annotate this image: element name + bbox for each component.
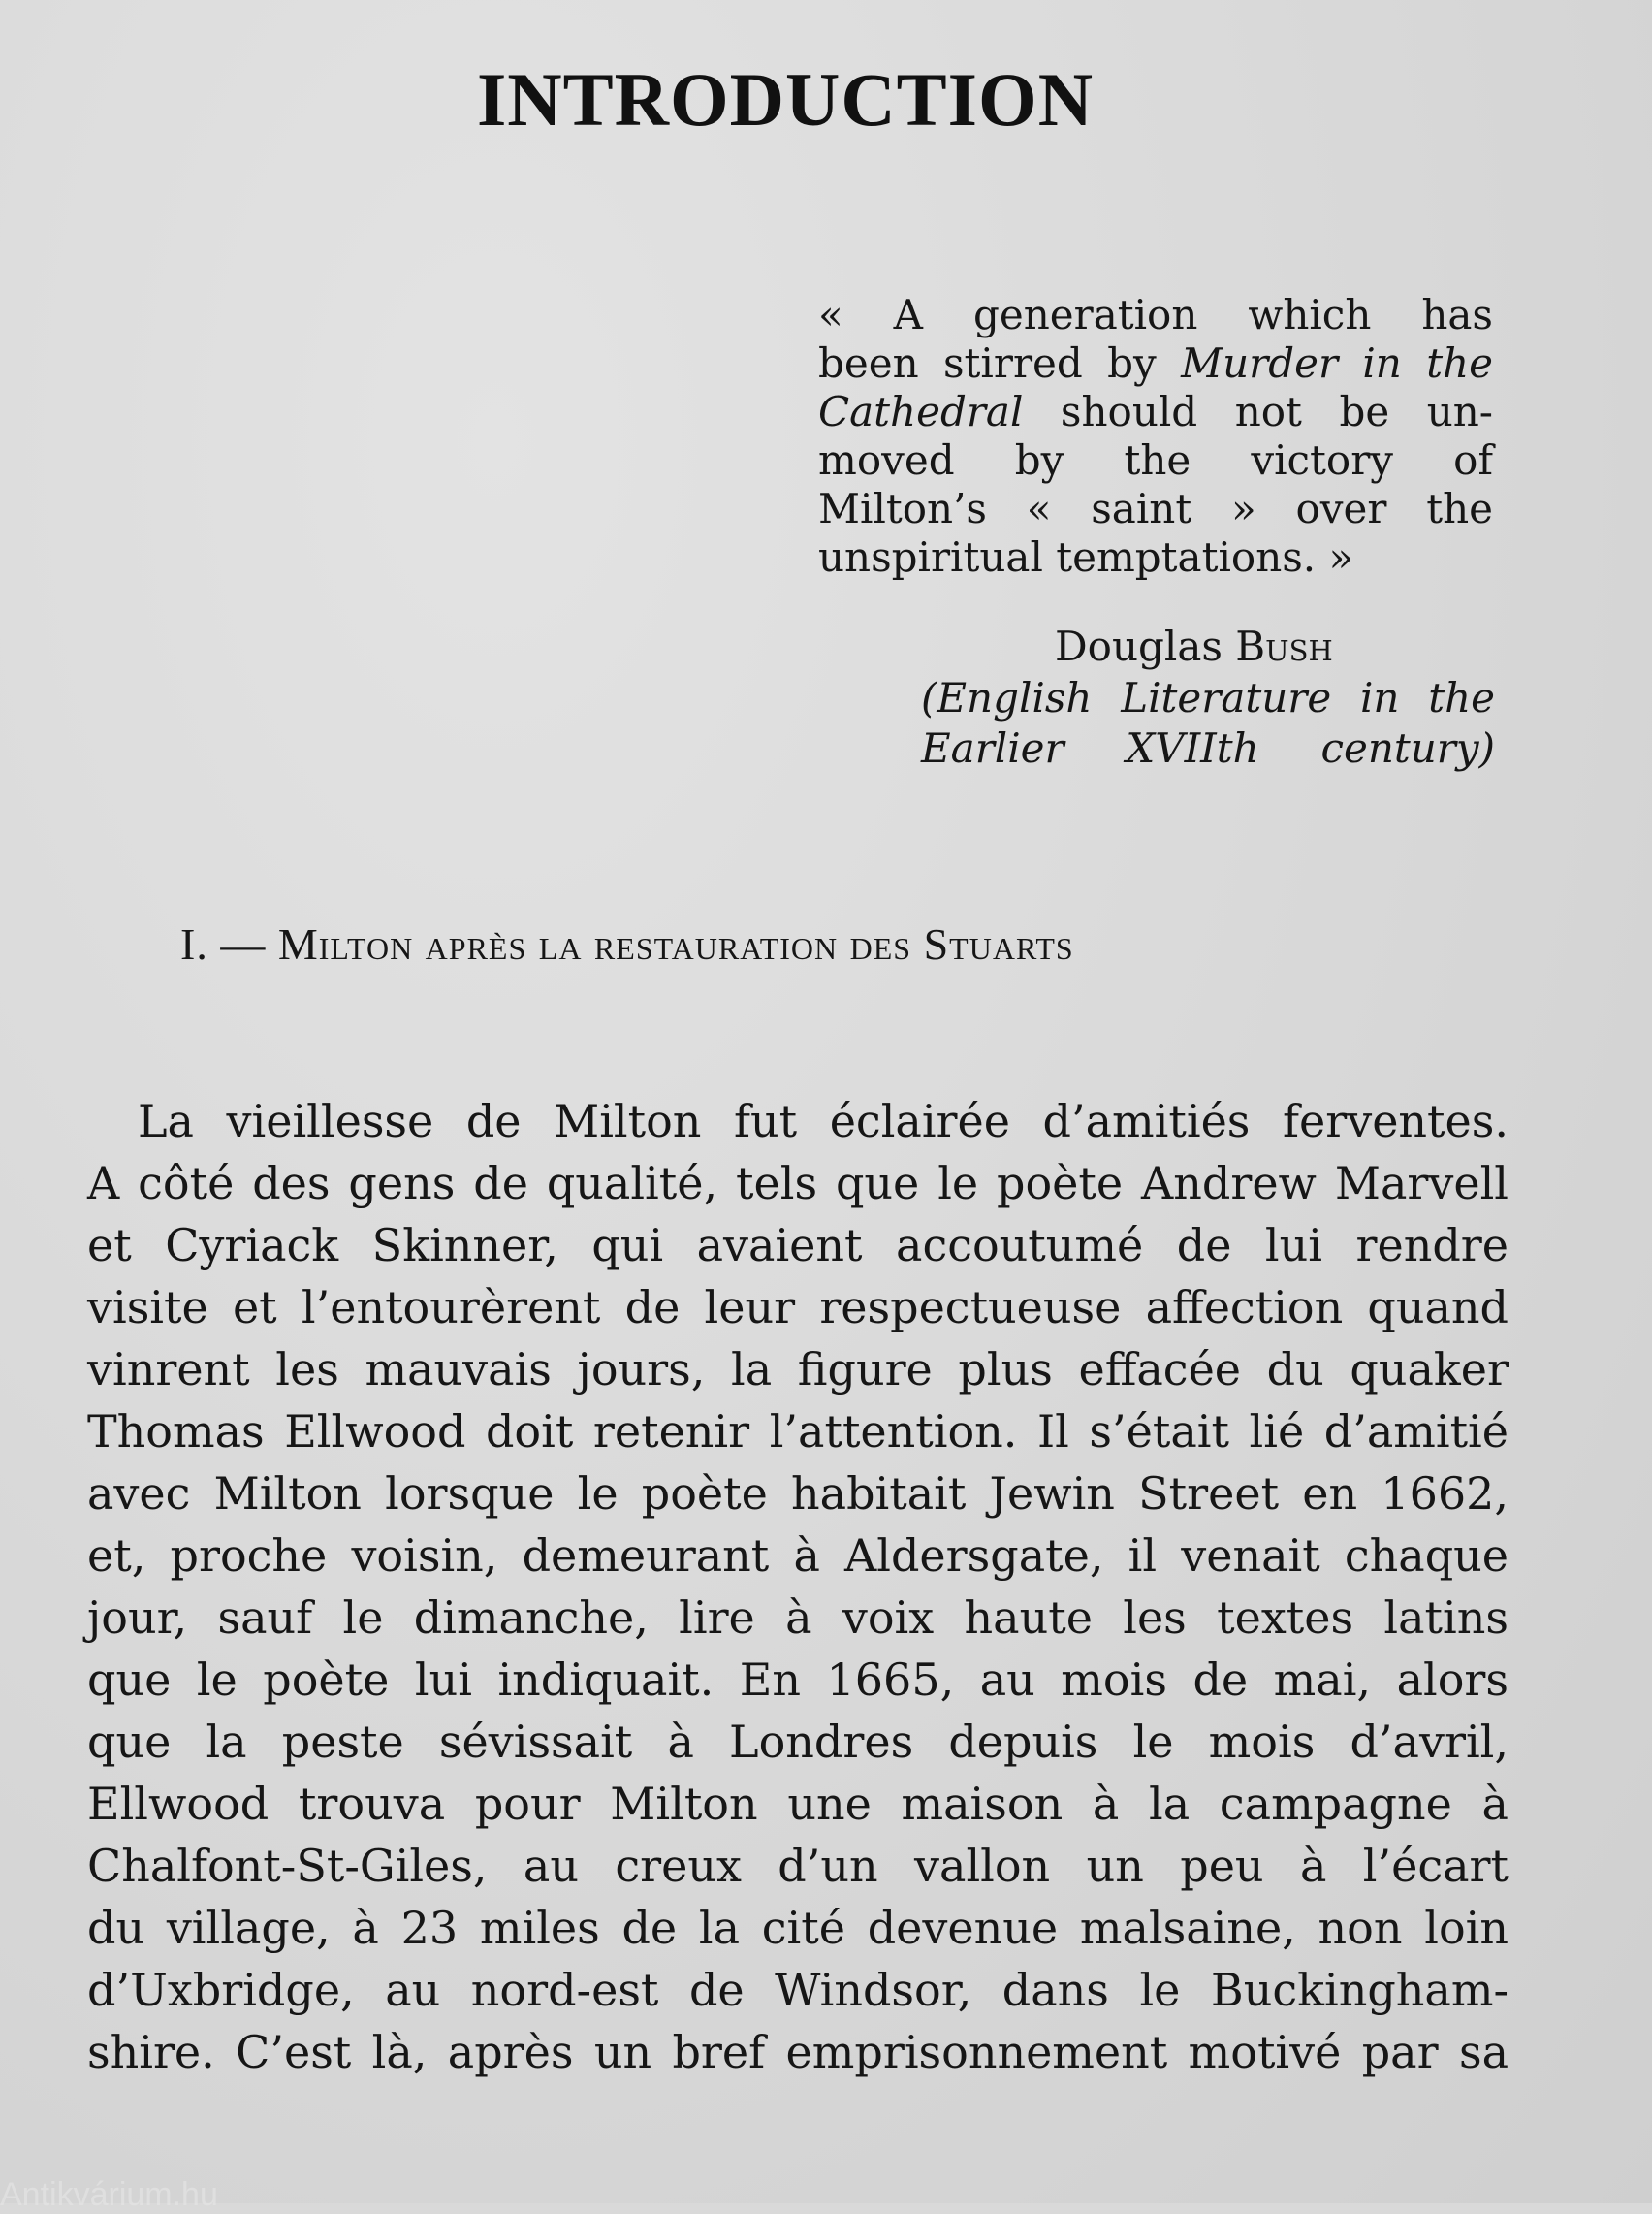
body-line: avec Milton lorsque le poète habitait Jewin Street en 1662, <box>87 1467 1509 1520</box>
author-last-name: Bush <box>1235 623 1333 670</box>
page-title: INTRODUCTION <box>476 57 1095 142</box>
body-line: que la peste sévissait à Londres depuis le mois d’avril, <box>87 1716 1509 1768</box>
section-heading: I. — Milton après la restauration des Stuarts <box>180 919 1074 969</box>
epigraph-line: Cathedral should not be un- <box>818 388 1493 435</box>
epigraph-line: Milton’s « saint » over the <box>818 485 1493 532</box>
attribution-source-line: (English Literature in the <box>921 674 1495 722</box>
epigraph-line: been stirred by Murder in the <box>818 339 1493 387</box>
body-line: du village, à 23 miles de la cité devenue malsaine, non loin <box>87 1902 1509 1954</box>
body-line: que le poète lui indiquait. En 1665, au mois de mai, alors <box>87 1653 1509 1706</box>
body-line: La vieillesse de Milton fut éclairée d’amitiés ferventes. <box>138 1095 1509 1147</box>
epigraph-quote <box>818 291 1493 582</box>
attribution-source-line: Earlier XVIIth century) <box>921 724 1495 772</box>
body-line: Ellwood trouva pour Milton une maison à la campagne à <box>87 1778 1509 1830</box>
attribution-author <box>1055 621 1495 673</box>
body-line: Chalfont-St-Giles, au creux d’un vallon un peu à l’écart <box>87 1840 1509 1892</box>
body-line: vinrent les mauvais jours, la figure plus effacée du quaker <box>87 1343 1509 1396</box>
body-line: A côté des gens de qualité, tels que le poète Andrew Marvell <box>87 1157 1509 1209</box>
epigraph-italic-title: Cathedral <box>818 388 1024 435</box>
body-line: Thomas Ellwood doit retenir l’attention. Il s’était lié d’amitié <box>87 1405 1509 1458</box>
body-line: visite et l’entourèrent de leur respectueuse affection quand <box>87 1281 1509 1333</box>
epigraph-italic-title: Murder in the <box>1181 339 1493 387</box>
body-line: shire. C’est là, après un bref emprisonnement motivé par sa <box>87 2026 1509 2078</box>
epigraph-line: unspiritual temptations. » <box>818 533 1354 581</box>
body-line: et, proche voisin, demeurant à Aldersgate, il venait chaque <box>87 1529 1509 1582</box>
body-line: et Cyriack Skinner, qui avaient accoutumé de lui rendre <box>87 1219 1509 1271</box>
body-line: d’Uxbridge, au nord-est de Windsor, dans le Buckingham- <box>87 1964 1509 2016</box>
author-first-name: Douglas <box>1055 623 1223 670</box>
epigraph-line: « A generation which has <box>818 291 1493 338</box>
watermark: Antikvárium.hu <box>0 2176 218 2213</box>
epigraph-line: moved by the victory of <box>818 436 1493 484</box>
body-line: jour, sauf le dimanche, lire à voix haute les textes latins <box>87 1591 1509 1644</box>
epigraph-attribution <box>921 621 1495 774</box>
body-paragraph <box>87 1090 1509 2083</box>
